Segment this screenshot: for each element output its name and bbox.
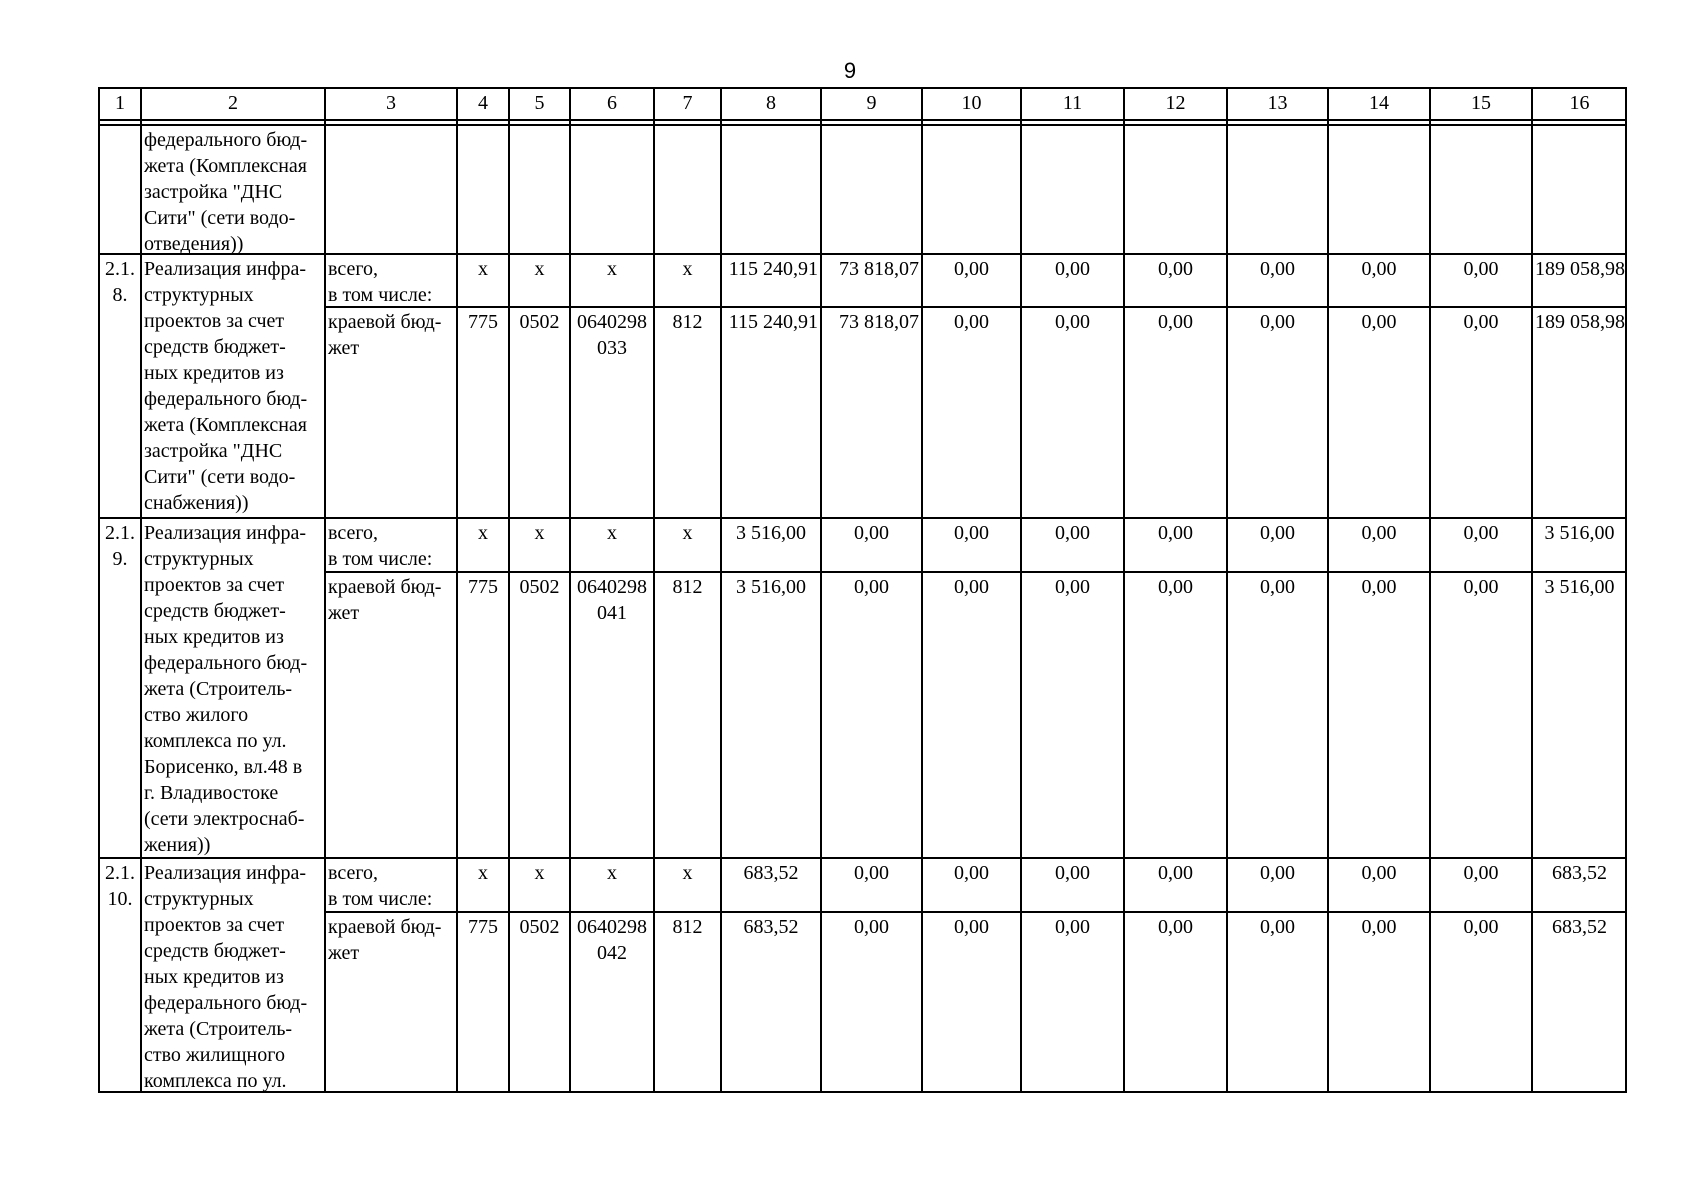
- column-border: [653, 87, 655, 1093]
- header-cell: 16: [1569, 92, 1590, 114]
- header-cell: 3: [386, 92, 396, 114]
- amount-cell: 3 516,00: [736, 522, 806, 544]
- code-cell: 775: [468, 311, 498, 333]
- code-cell: 033: [597, 337, 627, 359]
- amount-cell: 0,00: [1158, 311, 1193, 333]
- description-line: снабжения)): [144, 492, 249, 514]
- code-cell: 812: [672, 311, 703, 333]
- amount-cell: 0,00: [1158, 258, 1193, 280]
- description-line: Борисенко, вл.48 в: [144, 756, 303, 778]
- description-line: структурных: [144, 888, 254, 910]
- amount-cell: 0,00: [1260, 916, 1295, 938]
- description-line: проектов за счет: [144, 310, 285, 332]
- amount-cell: 0,00: [1463, 916, 1499, 938]
- code-cell: x: [682, 862, 693, 884]
- header-cell: 6: [607, 92, 617, 114]
- source-label: краевой бюд-: [328, 576, 442, 598]
- column-border: [1429, 87, 1431, 1093]
- description-line: Сити" (сети водо-: [144, 466, 296, 488]
- amount-cell: 0,00: [854, 576, 889, 598]
- description-line: ство жилищного: [144, 1044, 285, 1066]
- amount-cell: 0,00: [954, 916, 989, 938]
- code-cell: x: [607, 862, 617, 884]
- amount-cell: 0,00: [854, 916, 889, 938]
- description-line: федерального бюд-: [144, 992, 308, 1014]
- description-line: жета (Комплексная: [144, 414, 308, 436]
- subrow-border: [325, 911, 1627, 913]
- column-border: [1123, 87, 1125, 1093]
- source-label: всего,: [328, 522, 379, 544]
- source-label: краевой бюд-: [328, 916, 442, 938]
- description-line: Сити" (сети водо-: [144, 207, 296, 229]
- code-cell: 775: [468, 916, 498, 938]
- code-cell: 041: [597, 602, 627, 624]
- amount-cell: 0,00: [1463, 862, 1499, 884]
- column-border: [456, 87, 458, 1093]
- amount-cell: 73 818,07: [839, 258, 919, 280]
- header-double-border: [99, 124, 1627, 126]
- item-number: 2.1.: [105, 862, 135, 884]
- column-border: [324, 87, 326, 1093]
- amount-cell: 0,00: [1158, 522, 1193, 544]
- amount-cell: 0,00: [1361, 258, 1397, 280]
- amount-cell: 0,00: [1158, 576, 1193, 598]
- code-cell: 812: [672, 916, 703, 938]
- header-cell: 10: [961, 92, 982, 114]
- amount-cell: 0,00: [1260, 576, 1295, 598]
- description-line: комплекса по ул.: [144, 730, 287, 752]
- source-label: жет: [328, 942, 360, 964]
- amount-cell: 0,00: [1361, 522, 1397, 544]
- code-cell: x: [534, 258, 545, 280]
- description-line: ство жилого: [144, 704, 249, 726]
- amount-cell: 115 240,91: [728, 258, 818, 280]
- description-line: проектов за счет: [144, 574, 285, 596]
- source-label: в том числе:: [328, 284, 433, 306]
- column-border: [140, 87, 142, 1093]
- amount-cell: 0,00: [1361, 862, 1397, 884]
- description-line: ных кредитов из: [144, 362, 284, 384]
- header-cell: 9: [866, 92, 877, 114]
- code-cell: 812: [672, 576, 703, 598]
- description-line: отведения)): [144, 233, 244, 255]
- section-border: [99, 857, 1627, 859]
- amount-cell: 0,00: [1361, 916, 1397, 938]
- amount-cell: 0,00: [1055, 258, 1090, 280]
- amount-cell: 73 818,07: [839, 311, 919, 333]
- amount-cell: 0,00: [1260, 258, 1295, 280]
- source-label: краевой бюд-: [328, 311, 442, 333]
- code-cell: x: [478, 522, 488, 544]
- amount-cell: 0,00: [954, 522, 989, 544]
- code-cell: x: [534, 862, 545, 884]
- amount-cell: 189 058,98: [1535, 311, 1625, 333]
- header-bottom-border: [99, 119, 1627, 121]
- description-line: средств бюджет-: [144, 600, 286, 622]
- code-cell: 0640298: [577, 916, 647, 938]
- header-cell: 5: [534, 92, 545, 114]
- code-cell: 0502: [519, 916, 560, 938]
- source-label: в том числе:: [328, 548, 433, 570]
- description-line: федерального бюд-: [144, 129, 308, 151]
- amount-cell: 683,52: [1552, 862, 1607, 884]
- amount-cell: 0,00: [1260, 311, 1295, 333]
- description-line: средств бюджет-: [144, 336, 286, 358]
- amount-cell: 683,52: [743, 862, 799, 884]
- code-cell: x: [478, 258, 488, 280]
- header-cell: 13: [1267, 92, 1288, 114]
- description-line: ных кредитов из: [144, 966, 284, 988]
- description-line: комплекса по ул.: [144, 1070, 287, 1092]
- header-cell: 14: [1369, 92, 1389, 114]
- subrow-border: [325, 571, 1627, 573]
- code-cell: x: [607, 258, 617, 280]
- code-cell: x: [478, 862, 488, 884]
- table-top-border: [99, 87, 1627, 89]
- header-cell: 11: [1062, 92, 1083, 114]
- description-line: (сети электроснаб-: [144, 808, 305, 830]
- description-line: средств бюджет-: [144, 940, 286, 962]
- description-line: федерального бюд-: [144, 388, 308, 410]
- source-label: жет: [328, 337, 360, 359]
- amount-cell: 0,00: [1463, 576, 1499, 598]
- code-cell: x: [534, 522, 545, 544]
- amount-cell: 0,00: [1463, 258, 1499, 280]
- amount-cell: 0,00: [1463, 522, 1499, 544]
- source-label: в том числе:: [328, 888, 433, 910]
- column-border: [720, 87, 722, 1093]
- item-number: 2.1.: [105, 258, 135, 280]
- amount-cell: 0,00: [954, 311, 989, 333]
- description-line: г. Владивостоке: [144, 782, 279, 804]
- description-line: Реализация инфра-: [144, 862, 307, 884]
- description-line: жета (Комплексная: [144, 155, 308, 177]
- amount-cell: 0,00: [1055, 311, 1090, 333]
- column-border: [508, 87, 510, 1093]
- description-line: ных кредитов из: [144, 626, 284, 648]
- amount-cell: 0,00: [1361, 311, 1397, 333]
- header-cell: 2: [228, 92, 238, 114]
- column-border: [820, 87, 822, 1093]
- column-border: [1226, 87, 1228, 1093]
- description-line: Реализация инфра-: [144, 522, 307, 544]
- amount-cell: 0,00: [954, 862, 989, 884]
- amount-cell: 0,00: [1055, 916, 1090, 938]
- code-cell: x: [682, 258, 693, 280]
- page-number: 9: [843, 58, 857, 83]
- amount-cell: 115 240,91: [728, 311, 818, 333]
- item-number: 9.: [112, 548, 128, 570]
- header-cell: 4: [478, 92, 488, 114]
- amount-cell: 0,00: [1158, 916, 1193, 938]
- amount-cell: 0,00: [854, 862, 889, 884]
- subrow-border: [325, 306, 1627, 308]
- amount-cell: 0,00: [954, 576, 989, 598]
- budget-table: [99, 87, 1627, 1093]
- description-line: жения)): [144, 834, 211, 856]
- amount-cell: 0,00: [1463, 311, 1499, 333]
- item-number: 10.: [107, 888, 133, 910]
- code-cell: 775: [468, 576, 498, 598]
- source-label: всего,: [328, 258, 379, 280]
- description-line: проектов за счет: [144, 914, 285, 936]
- table-bottom-border: [99, 1091, 1627, 1093]
- amount-cell: 3 516,00: [1544, 576, 1615, 598]
- header-cell: 12: [1165, 92, 1186, 114]
- amount-cell: 0,00: [1055, 522, 1090, 544]
- column-border: [98, 87, 100, 1093]
- header-cell: 1: [115, 92, 125, 114]
- column-border: [569, 87, 571, 1093]
- column-border: [1531, 87, 1533, 1093]
- amount-cell: 683,52: [1552, 916, 1607, 938]
- source-label: всего,: [328, 862, 379, 884]
- description-line: застройка "ДНС: [144, 440, 283, 462]
- source-label: жет: [328, 602, 360, 624]
- amount-cell: 0,00: [1260, 522, 1295, 544]
- amount-cell: 0,00: [1158, 862, 1193, 884]
- code-cell: 0640298: [577, 576, 647, 598]
- item-number: 8.: [112, 284, 128, 306]
- code-cell: 0640298: [577, 311, 647, 333]
- section-border: [99, 253, 1627, 255]
- code-cell: 042: [597, 942, 627, 964]
- description-line: структурных: [144, 284, 254, 306]
- code-cell: x: [607, 522, 617, 544]
- column-border: [921, 87, 923, 1093]
- description-line: Реализация инфра-: [144, 258, 307, 280]
- header-cell: 15: [1471, 92, 1491, 114]
- header-cell: 7: [682, 92, 693, 114]
- column-border: [1020, 87, 1022, 1093]
- amount-cell: 683,52: [743, 916, 799, 938]
- amount-cell: 0,00: [954, 258, 989, 280]
- description-line: федерального бюд-: [144, 652, 308, 674]
- amount-cell: 3 516,00: [736, 576, 806, 598]
- description-line: структурных: [144, 548, 254, 570]
- amount-cell: 0,00: [1055, 862, 1090, 884]
- code-cell: 0502: [519, 576, 560, 598]
- description-line: застройка "ДНС: [144, 181, 283, 203]
- code-cell: 0502: [519, 311, 560, 333]
- item-number: 2.1.: [105, 522, 135, 544]
- amount-cell: 0,00: [854, 522, 889, 544]
- amount-cell: 0,00: [1055, 576, 1090, 598]
- column-border: [1625, 87, 1627, 1093]
- section-border: [99, 517, 1627, 519]
- code-cell: x: [682, 522, 693, 544]
- header-cell: 8: [766, 92, 776, 114]
- column-border: [1327, 87, 1329, 1093]
- amount-cell: 0,00: [1260, 862, 1295, 884]
- description-line: жета (Строитель-: [144, 1018, 293, 1040]
- amount-cell: 0,00: [1361, 576, 1397, 598]
- description-line: жета (Строитель-: [144, 678, 293, 700]
- amount-cell: 3 516,00: [1544, 522, 1615, 544]
- amount-cell: 189 058,98: [1535, 258, 1625, 280]
